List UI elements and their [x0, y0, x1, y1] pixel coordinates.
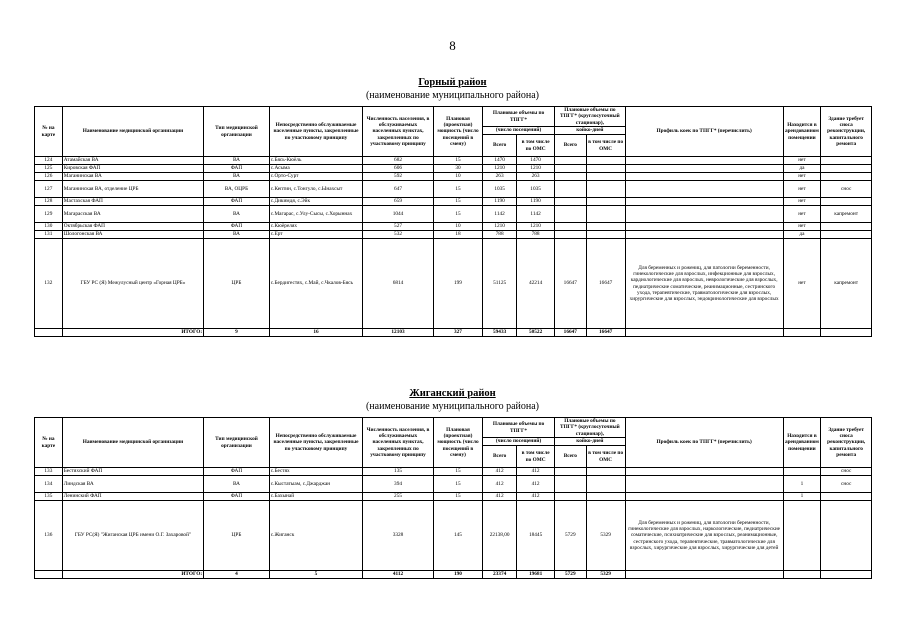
cell-lease: нет [783, 206, 821, 223]
cell-profile: Для беременных и рожениц, для патологии беременности, гинекологические для взрослых, инфекционные для взрослых, кардиологические для взрослых, неврологические для взрослых, педиатрические соматические, реанимационные, сестринского ухода, терапевтические, травматологические для взрослых, хирургические для взрослых, эндокринологические для взрослых [625, 239, 783, 329]
cell-lease [783, 501, 821, 571]
total-beds-total: 16647 [555, 329, 587, 337]
cell-beds-oms [586, 468, 625, 476]
facilities-table [34, 417, 872, 579]
header-planned-volumes: Плановые объемы по ТПГГ* [483, 107, 555, 127]
cell-settlements: с.Орто-Сурт [269, 173, 362, 181]
cell-settlements: с.Бахынай [269, 493, 362, 501]
cell-beds-total: 5729 [555, 501, 587, 571]
total-capacity: 190 [433, 571, 482, 579]
cell-profile [625, 157, 783, 165]
cell-visits-total: 1210 [483, 165, 517, 173]
table-row [35, 165, 872, 173]
cell-visits-total: 22138,00 [483, 501, 517, 571]
table-row [35, 476, 872, 493]
cell-type: ВА [204, 157, 270, 165]
cell-num: 124 [35, 157, 63, 165]
cell-profile [625, 165, 783, 173]
cell-profile [625, 468, 783, 476]
cell-visits-total: 412 [483, 468, 517, 476]
cell-visits-oms: 42214 [517, 239, 555, 329]
cell-profile [625, 476, 783, 493]
cell-visits-oms: 412 [517, 493, 555, 501]
cell-settlements: с.Кептин, с.Тонгуло, с.Ынахсыт [269, 181, 362, 198]
cell-num: 129 [35, 206, 63, 223]
table-row [35, 468, 872, 476]
cell-profile [625, 206, 783, 223]
header-total: Всего [555, 135, 587, 157]
cell-lease: 1 [783, 493, 821, 501]
header-visits-count: (число посещений) [483, 127, 555, 135]
empty-cell [35, 329, 63, 337]
cell-org: Бестяхский ФАП [62, 468, 203, 476]
cell-lease: нет [783, 198, 821, 206]
total-visits-oms: 19681 [517, 571, 555, 579]
cell-num: 132 [35, 239, 63, 329]
cell-visits-oms: 788 [517, 231, 555, 239]
total-label: ИТОГО: [62, 329, 203, 337]
cell-lease: нет [783, 239, 821, 329]
header-lease: Находится в арендованном помещении [783, 418, 821, 468]
total-population: 12103 [363, 329, 434, 337]
cell-beds-oms [586, 173, 625, 181]
cell-beds-total [555, 206, 587, 223]
table-row [35, 206, 872, 223]
cell-num: 126 [35, 173, 63, 181]
cell-beds-total [555, 181, 587, 198]
cell-lease: нет [783, 181, 821, 198]
cell-beds-oms [586, 198, 625, 206]
cell-beds-total: 16647 [555, 239, 587, 329]
cell-org: Атамайская ВА [62, 157, 203, 165]
cell-beds-total [555, 165, 587, 173]
empty-cell [821, 329, 872, 337]
cell-visits-total: 412 [483, 493, 517, 501]
table-row [35, 493, 872, 501]
table-row [35, 198, 872, 206]
header-org: Наименование медицинской организации [62, 107, 203, 157]
cell-population: 255 [363, 493, 434, 501]
cell-settlements: с.Асыма [269, 165, 362, 173]
cell-beds-oms [586, 165, 625, 173]
cell-profile [625, 231, 783, 239]
cell-capacity: 15 [433, 181, 482, 198]
cell-settlements: с.Бясь-Кюёль [269, 157, 362, 165]
cell-demolition: снос [821, 181, 872, 198]
cell-visits-oms: 1470 [517, 157, 555, 165]
cell-visits-oms: 412 [517, 468, 555, 476]
cell-settlements: с.Кыстатыам, с.Джарджан [269, 476, 362, 493]
cell-type: ВА, ОЦРБ [204, 181, 270, 198]
cell-profile [625, 223, 783, 231]
cell-population: 6814 [363, 239, 434, 329]
cell-population: 532 [363, 231, 434, 239]
cell-beds-oms [586, 493, 625, 501]
empty-cell [783, 571, 821, 579]
cell-type: ВА [204, 476, 270, 493]
cell-settlements: с.Бердигестях, с.Май, с.Чкалов-Бясь [269, 239, 362, 329]
cell-beds-total [555, 493, 587, 501]
cell-visits-oms: 1210 [517, 223, 555, 231]
cell-org: Ленинский ФАП [62, 493, 203, 501]
header-hosp: Плановые объемы по ТПГГ* (круглосуточный стационар), [555, 418, 626, 438]
header-planned-volumes: Плановые объемы по ТПГГ* [483, 418, 555, 438]
cell-demolition [821, 223, 872, 231]
cell-capacity: 15 [433, 198, 482, 206]
cell-visits-total: 51125 [483, 239, 517, 329]
header-demolition: Здание требует сноса реконструкции, капитального ремонта [821, 418, 872, 468]
cell-demolition: снос [821, 468, 872, 476]
cell-profile [625, 173, 783, 181]
empty-cell [625, 329, 783, 337]
cell-demolition: капремонт [821, 239, 872, 329]
cell-visits-total: 263 [483, 173, 517, 181]
cell-capacity: 15 [433, 468, 482, 476]
section-subtitle: (наименование муниципального района) [365, 90, 540, 101]
cell-type: ВА [204, 231, 270, 239]
empty-cell [783, 329, 821, 337]
total-settlements: 5 [269, 571, 362, 579]
cell-beds-oms [586, 206, 625, 223]
header-org: Наименование медицинской организации [62, 418, 203, 468]
cell-type: ВА [204, 173, 270, 181]
empty-cell [821, 571, 872, 579]
cell-visits-oms: 1035 [517, 181, 555, 198]
cell-beds-oms [586, 181, 625, 198]
cell-capacity: 10 [433, 173, 482, 181]
cell-org: Линдская ВА [62, 476, 203, 493]
total-row [35, 329, 872, 337]
cell-num: 134 [35, 476, 63, 493]
header-type: Тип медицинской организации [204, 107, 270, 157]
header-settlements: Непосредственно обслуживаемые населенные пункты, закрепленные по участковому принципу [269, 107, 362, 157]
cell-num: 135 [35, 493, 63, 501]
cell-org: Маганинская ВА [62, 173, 203, 181]
total-type: 4 [204, 571, 270, 579]
total-visits-total: 59433 [483, 329, 517, 337]
header-visits-count: (число посещений) [483, 438, 555, 446]
cell-capacity: 30 [433, 165, 482, 173]
cell-settlements: с.Бестях [269, 468, 362, 476]
cell-org: Октябрьская ФАП [62, 223, 203, 231]
cell-population: 3328 [363, 501, 434, 571]
cell-visits-total: 1470 [483, 157, 517, 165]
header-capacity: Плановая (проектная) мощность (число посещений в смену) [433, 418, 482, 468]
cell-org: ГБУ РС(Я) "Жиганская ЦРБ имени О.Г. Захаровой" [62, 501, 203, 571]
cell-visits-oms: 263 [517, 173, 555, 181]
cell-capacity: 18 [433, 231, 482, 239]
cell-demolition [821, 501, 872, 571]
header-incl-oms: в том числе по ОМС [586, 135, 625, 157]
total-visits-total: 23374 [483, 571, 517, 579]
cell-num: 130 [35, 223, 63, 231]
cell-visits-total: 412 [483, 476, 517, 493]
cell-org: Шологонская ВА [62, 231, 203, 239]
header-hosp: Плановые объемы по ТПГГ* (круглосуточный стационар), [555, 107, 626, 127]
cell-org: Мастахская ФАП [62, 198, 203, 206]
cell-beds-total [555, 231, 587, 239]
cell-capacity: 199 [433, 239, 482, 329]
cell-org: ГБУ РС (Я) Межулусный центр «Горная ЦРБ» [62, 239, 203, 329]
cell-demolition: снос [821, 476, 872, 493]
header-incl-oms: в том числе по ОМС [517, 446, 555, 468]
cell-lease: нет [783, 173, 821, 181]
cell-num: 136 [35, 501, 63, 571]
header-num: № на карте [35, 107, 63, 157]
cell-profile: Для беременных и рожениц, для патологии беременности, гинекологические для взрослых, наркологические, педиатрические соматические, психиатрические для взрослых, реанимационные, сестринского ухода, терапевтические, травматологические для взрослых, хирургические для взрослых, хирургические для детей [625, 501, 783, 571]
header-profile: Профиль коек по ТПГГ* (перечислить) [625, 107, 783, 157]
cell-visits-total: 1035 [483, 181, 517, 198]
header-total: Всего [483, 135, 517, 157]
table-row [35, 501, 872, 571]
cell-num: 125 [35, 165, 63, 173]
cell-population: 606 [363, 165, 434, 173]
cell-type: ФАП [204, 493, 270, 501]
total-population: 4112 [363, 571, 434, 579]
cell-beds-oms [586, 157, 625, 165]
cell-type: ФАП [204, 198, 270, 206]
cell-num: 127 [35, 181, 63, 198]
cell-beds-total [555, 173, 587, 181]
cell-visits-total: 1190 [483, 198, 517, 206]
total-beds-oms: 16647 [586, 329, 625, 337]
cell-demolition [821, 165, 872, 173]
cell-capacity: 145 [433, 501, 482, 571]
facilities-table [34, 106, 872, 337]
total-row [35, 571, 872, 579]
total-visits-oms: 50522 [517, 329, 555, 337]
table-row [35, 231, 872, 239]
cell-beds-oms: 16647 [586, 239, 625, 329]
cell-beds-total [555, 223, 587, 231]
section-subtitle: (наименование муниципального района) [365, 401, 540, 412]
cell-settlements: с.Жиганск [269, 501, 362, 571]
cell-profile [625, 493, 783, 501]
cell-capacity: 10 [433, 223, 482, 231]
cell-visits-oms: 1142 [517, 206, 555, 223]
table-row [35, 157, 872, 165]
cell-beds-total [555, 157, 587, 165]
cell-type: ФАП [204, 223, 270, 231]
cell-beds-total [555, 198, 587, 206]
header-total: Всего [483, 446, 517, 468]
total-label: ИТОГО: [62, 571, 203, 579]
empty-cell [625, 571, 783, 579]
section-title: Горный район [418, 77, 487, 88]
cell-beds-total [555, 468, 587, 476]
header-settlements: Непосредственно обслуживаемые населенные пункты, закрепленные по участковому принципу [269, 418, 362, 468]
cell-num: 128 [35, 198, 63, 206]
cell-type: ФАП [204, 468, 270, 476]
empty-cell [35, 571, 63, 579]
section-title: Жиганский район [409, 388, 496, 399]
cell-num: 131 [35, 231, 63, 239]
cell-visits-oms: 412 [517, 476, 555, 493]
cell-type: ВА [204, 206, 270, 223]
cell-population: 1044 [363, 206, 434, 223]
cell-beds-oms: 5329 [586, 501, 625, 571]
cell-org: Магарасская ВА [62, 206, 203, 223]
cell-settlements: с.Кюёрелях [269, 223, 362, 231]
cell-population: 647 [363, 181, 434, 198]
header-incl-oms: в том числе по ОМС [586, 446, 625, 468]
header-population: Численность населения, в обслуживаемых населенных пунктах, закрепленных по участковому принципу [363, 418, 434, 468]
header-demolition: Здание требует сноса реконструкции, капитального ремонта [821, 107, 872, 157]
header-bed-days: койко-дней [555, 127, 626, 135]
cell-visits-total: 788 [483, 231, 517, 239]
cell-profile [625, 198, 783, 206]
cell-demolition [821, 231, 872, 239]
cell-settlements: с.Дикимдя, с.Эйк [269, 198, 362, 206]
header-capacity: Плановая (проектная) мощность (число посещений в смену) [433, 107, 482, 157]
cell-population: 527 [363, 223, 434, 231]
total-settlements: 16 [269, 329, 362, 337]
cell-settlements: с.Ерт [269, 231, 362, 239]
cell-type: ЦРБ [204, 239, 270, 329]
cell-visits-oms: 18445 [517, 501, 555, 571]
cell-org: Маганинская ВА, отделение ЦРБ [62, 181, 203, 198]
cell-visits-total: 1142 [483, 206, 517, 223]
page-number: 8 [449, 38, 456, 53]
cell-demolition: капремонт [821, 206, 872, 223]
header-total: Всего [555, 446, 587, 468]
header-population: Численность населения, в обслуживаемых населенных пунктах, закрепленных по участковому принципу [363, 107, 434, 157]
cell-population: 592 [363, 173, 434, 181]
cell-lease: да [783, 231, 821, 239]
header-profile: Профиль коек по ТПГГ* (перечислить) [625, 418, 783, 468]
table-row [35, 173, 872, 181]
cell-visits-oms: 1210 [517, 165, 555, 173]
cell-population: 135 [363, 468, 434, 476]
cell-demolition [821, 493, 872, 501]
cell-population: 659 [363, 198, 434, 206]
table-row [35, 181, 872, 198]
cell-type: ФАП [204, 165, 270, 173]
cell-lease: нет [783, 157, 821, 165]
cell-demolition [821, 198, 872, 206]
table-row [35, 239, 872, 329]
cell-profile [625, 181, 783, 198]
header-num: № на карте [35, 418, 63, 468]
cell-capacity: 15 [433, 157, 482, 165]
cell-org: Кировская ФАП [62, 165, 203, 173]
cell-lease [783, 468, 821, 476]
total-beds-total: 5729 [555, 571, 587, 579]
cell-beds-total [555, 476, 587, 493]
cell-beds-oms [586, 231, 625, 239]
cell-lease: 1 [783, 476, 821, 493]
header-incl-oms: в том числе по ОМС [517, 135, 555, 157]
header-type: Тип медицинской организации [204, 418, 270, 468]
cell-visits-total: 1210 [483, 223, 517, 231]
cell-beds-oms [586, 223, 625, 231]
cell-demolition [821, 173, 872, 181]
cell-visits-oms: 1190 [517, 198, 555, 206]
cell-capacity: 15 [433, 476, 482, 493]
cell-num: 133 [35, 468, 63, 476]
cell-settlements: с.Магарас, с.Улу-Сысы, с.Хорыннах [269, 206, 362, 223]
cell-lease: нет [783, 223, 821, 231]
table-row [35, 223, 872, 231]
cell-type: ЦРБ [204, 501, 270, 571]
cell-capacity: 15 [433, 206, 482, 223]
total-capacity: 327 [433, 329, 482, 337]
cell-population: 394 [363, 476, 434, 493]
total-type: 9 [204, 329, 270, 337]
header-bed-days: койко-дней [555, 438, 626, 446]
total-beds-oms: 5329 [586, 571, 625, 579]
cell-lease: да [783, 165, 821, 173]
cell-population: 682 [363, 157, 434, 165]
cell-beds-oms [586, 476, 625, 493]
cell-capacity: 15 [433, 493, 482, 501]
header-lease: Находится в арендованном помещении [783, 107, 821, 157]
cell-demolition [821, 157, 872, 165]
